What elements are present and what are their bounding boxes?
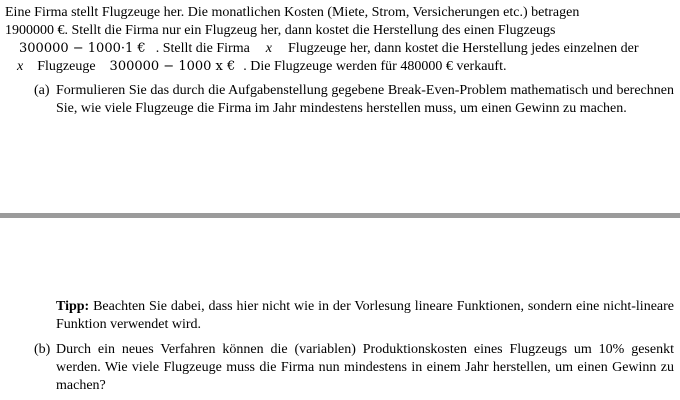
variable-x: x [265, 41, 273, 56]
intro-line-4-text-a: Flugzeuge [37, 59, 96, 74]
intro-line-4-text-b: . Die Flugzeuge werden für 480000 € verkauft. [243, 59, 507, 74]
tip-text: Beachten Sie dabei, dass hier nicht wie in der Vorlesung lineare Funktionen, sondern eine nicht-lineare Funktion verwendet wird. [56, 299, 674, 332]
task-b-text: Durch ein neues Verfahren können die (variablen) Produktionskosten eines Flugzeugs um 10% gesenkt werden. Wie viele Flugzeuge muss die Firma nun mindestens in einem Jahr herstellen, um einen Gewinn zu machen? [56, 342, 674, 393]
tip-label: Tipp: [56, 299, 90, 314]
intro-line-3-text-b: Flugzeuge her, dann kostet die Herstellung jedes einzelnen der [288, 41, 639, 56]
intro-line-4 [5, 58, 673, 76]
task-b [34, 341, 674, 395]
problem-statement [5, 4, 673, 76]
intro-line-3 [5, 40, 673, 58]
task-a-text: Formulieren Sie das durch die Aufgabenstellung gegebene Break-Even-Problem mathematisch und berechnen Sie, wie viele Flugzeuge die Firma im Jahr mindestens herstellen muss, um einen Gewinn zu machen. [56, 83, 674, 116]
variable-x: x [17, 59, 24, 74]
tip-box [56, 298, 674, 334]
cost-per-plane-formula: 300000 − 1000 x € [109, 59, 236, 74]
section-divider [0, 213, 680, 218]
task-a [34, 82, 674, 118]
intro-line-3-text-a: . Stellt die Firma [155, 41, 250, 56]
task-b-label: (b) [34, 342, 51, 357]
task-a-label: (a) [34, 83, 50, 98]
intro-line-2: 1900000 €. Stellt die Firma nur ein Flugzeug her, dann kostet die Herstellung des einen Flugzeugs [5, 23, 556, 38]
intro-line-1: Eine Firma stellt Flugzeuge her. Die monatlichen Kosten (Miete, Strom, Versicherungen etc.) betragen [5, 5, 580, 20]
unit-cost-formula: 300000 − 1000·1 € [19, 41, 146, 56]
